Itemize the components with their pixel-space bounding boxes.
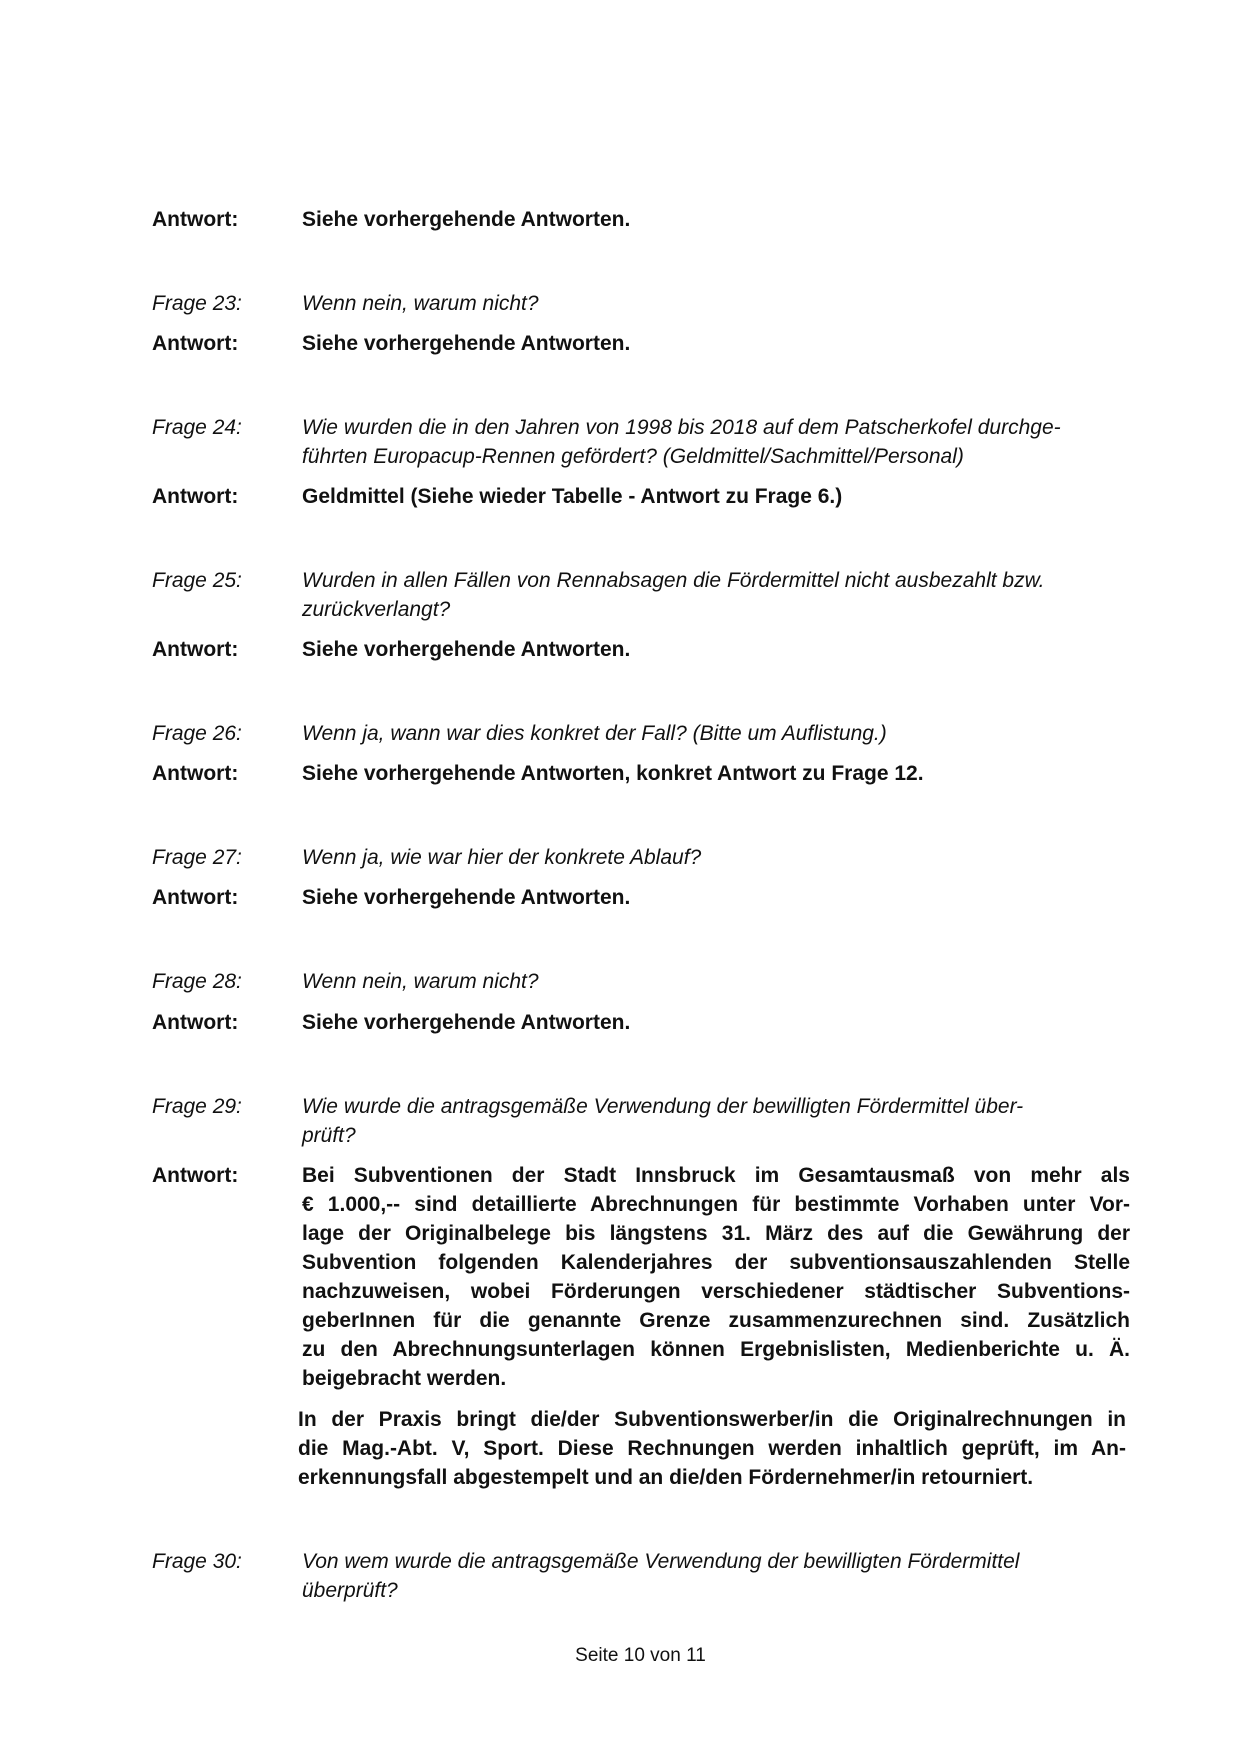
answer-label: Antwort: [152, 1164, 239, 1187]
answer-label: Antwort: [152, 638, 239, 661]
question-text-line: Wenn ja, wann war dies konkret der Fall? (Bitte um Auflistung.) [302, 722, 887, 745]
question-label: Frage 24: [152, 416, 242, 439]
answer-text-line: lage der Originalbelege bis längstens 31. März des auf die Gewährung der [302, 1222, 1130, 1245]
answer-text-line: Bei Subventionen der Stadt Innsbruck im Gesamtausmaß von mehr als [302, 1164, 1130, 1187]
answer-text-line: Siehe vorhergehende Antworten. [302, 638, 631, 661]
answer-label: Antwort: [152, 1011, 239, 1034]
question-label: Frage 30: [152, 1550, 242, 1573]
question-text-line: überprüft? [302, 1579, 398, 1602]
answer-label: Antwort: [152, 485, 239, 508]
answer-text-line: Geldmittel (Siehe wieder Tabelle - Antwort zu Frage 6.) [302, 485, 843, 508]
answer-text-line: nachzuweisen, wobei Förderungen verschiedener städtischer Subventions- [302, 1280, 1130, 1303]
question-label: Frage 23: [152, 292, 242, 315]
answer-text-line: Subvention folgenden Kalenderjahres der subventionsauszahlenden Stelle [302, 1251, 1130, 1274]
question-text-line: Wenn ja, wie war hier der konkrete Ablauf? [302, 846, 702, 869]
answer-label: Antwort: [152, 332, 239, 355]
answer-text-line: € 1.000,-- sind detaillierte Abrechnungen für bestimmte Vorhaben unter Vor- [302, 1193, 1130, 1216]
question-label: Frage 25: [152, 569, 242, 592]
answer-label: Antwort: [152, 886, 239, 909]
question-label: Frage 29: [152, 1095, 242, 1118]
answer-text-line: Siehe vorhergehende Antworten. [302, 886, 631, 909]
question-text-line: prüft? [302, 1124, 356, 1147]
question-text-line: Wurden in allen Fällen von Rennabsagen die Fördermittel nicht ausbezahlt bzw. [302, 569, 1045, 592]
question-text-line: Wie wurden die in den Jahren von 1998 bis 2018 auf dem Patscherkofel durchge- [302, 416, 1061, 439]
answer-label: Antwort: [152, 208, 239, 231]
answer-text-line: Siehe vorhergehende Antworten. [302, 208, 631, 231]
question-label: Frage 27: [152, 846, 242, 869]
answer-text-line: Siehe vorhergehende Antworten. [302, 332, 631, 355]
answer-text-line: geberInnen für die genannte Grenze zusammenzurechnen sind. Zusätzlich [302, 1309, 1130, 1332]
question-text-line: Von wem wurde die antragsgemäße Verwendung der bewilligten Fördermittel [302, 1550, 1020, 1573]
question-text-line: führten Europacup-Rennen gefördert? (Geldmittel/Sachmittel/Personal) [302, 445, 964, 468]
answer-text-line: Siehe vorhergehende Antworten, konkret Antwort zu Frage 12. [302, 762, 924, 785]
question-label: Frage 28: [152, 970, 242, 993]
page-number: Seite 10 von 11 [575, 1645, 706, 1666]
answer-text-line: zu den Abrechnungsunterlagen können Ergebnislisten, Medienberichte u. Ä. [302, 1338, 1130, 1361]
answer-text-line: die Mag.-Abt. V, Sport. Diese Rechnungen werden inhaltlich geprüft, im An- [298, 1437, 1126, 1460]
answer-label: Antwort: [152, 762, 239, 785]
question-text-line: Wenn nein, warum nicht? [302, 970, 539, 993]
question-label: Frage 26: [152, 722, 242, 745]
answer-text-line: In der Praxis bringt die/der Subventionswerber/in die Originalrechnungen in [298, 1408, 1126, 1431]
answer-text-line: Siehe vorhergehende Antworten. [302, 1011, 631, 1034]
answer-text-line: erkennungsfall abgestempelt und an die/den Fördernehmer/in retourniert. [298, 1466, 1034, 1489]
question-text-line: Wenn nein, warum nicht? [302, 292, 539, 315]
answer-text-line: beigebracht werden. [302, 1367, 507, 1390]
question-text-line: Wie wurde die antragsgemäße Verwendung der bewilligten Fördermittel über- [302, 1095, 1024, 1118]
question-text-line: zurückverlangt? [302, 598, 451, 621]
